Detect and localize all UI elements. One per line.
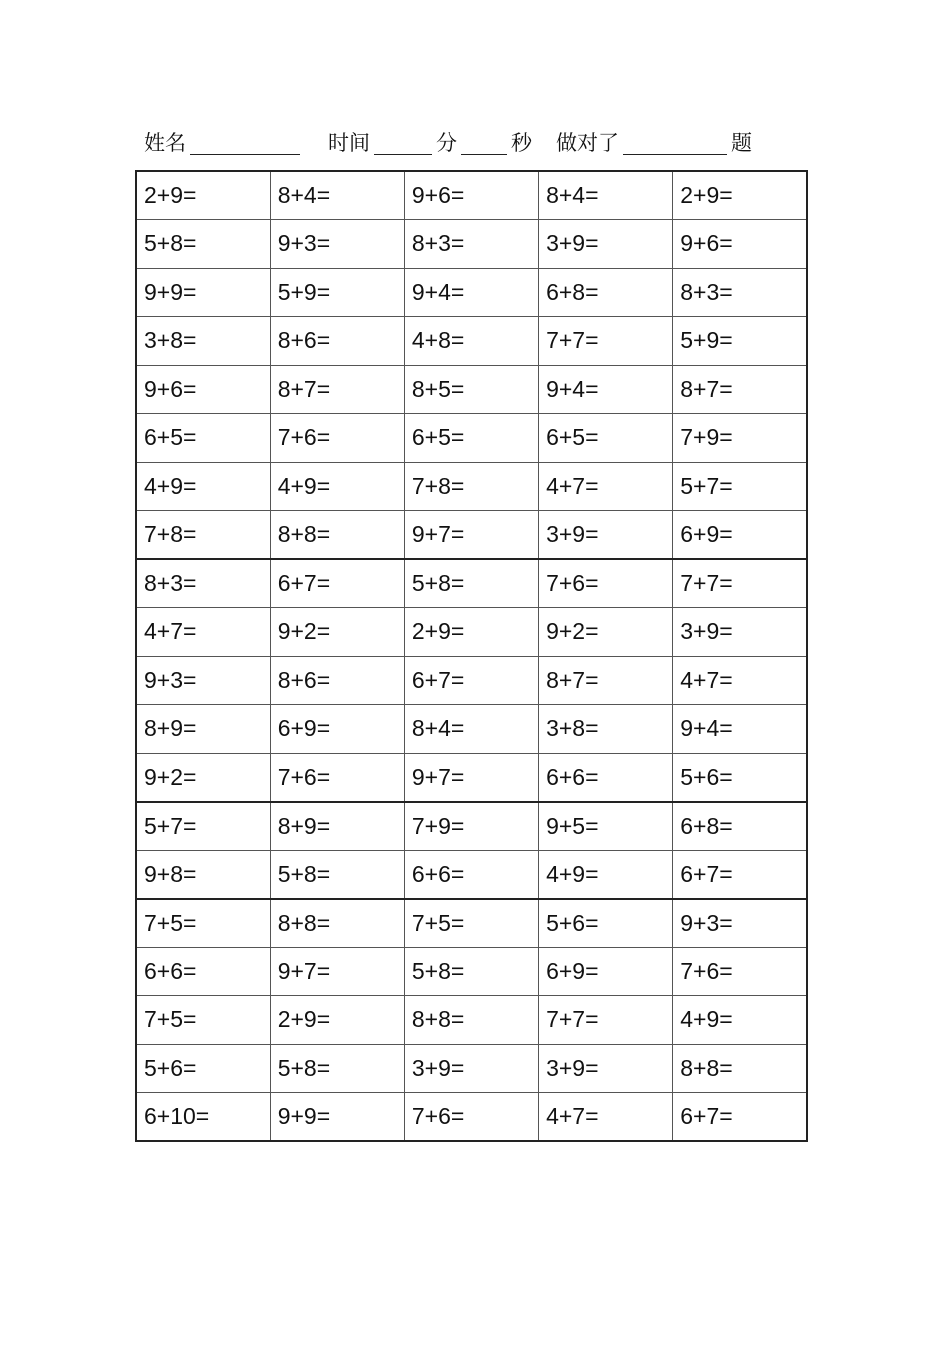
problem-cell: 4+7=: [539, 1093, 673, 1142]
problem-cell: 8+4=: [539, 171, 673, 220]
problem-cell: 4+9=: [270, 462, 404, 511]
problem-cell: 9+6=: [404, 171, 538, 220]
problem-cell: 6+7=: [673, 850, 807, 899]
problem-cell: 7+6=: [539, 559, 673, 608]
problem-row: [136, 1093, 807, 1142]
problem-cell: 5+8=: [404, 947, 538, 996]
problem-cell: 5+9=: [673, 317, 807, 366]
question-label: 题: [731, 131, 752, 155]
problem-cell: 6+5=: [136, 414, 270, 463]
problem-cell: 6+10=: [136, 1093, 270, 1142]
problem-cell: 6+8=: [539, 268, 673, 317]
problem-cell: 9+8=: [136, 850, 270, 899]
problem-cell: 4+7=: [539, 462, 673, 511]
problem-cell: 2+9=: [136, 171, 270, 220]
problem-cell: 5+8=: [270, 850, 404, 899]
problem-cell: 7+5=: [136, 996, 270, 1045]
problem-row: [136, 608, 807, 657]
problem-cell: 6+5=: [404, 414, 538, 463]
problem-row: [136, 656, 807, 705]
problem-cell: 9+3=: [136, 656, 270, 705]
problem-cell: 6+8=: [673, 802, 807, 851]
problem-cell: 7+6=: [270, 753, 404, 802]
problem-cell: 4+7=: [136, 608, 270, 657]
problem-cell: 5+6=: [136, 1044, 270, 1093]
problem-cell: 7+6=: [270, 414, 404, 463]
minutes-blank[interactable]: [374, 130, 432, 155]
correct-count-blank[interactable]: [623, 130, 727, 155]
problem-cell: 5+7=: [136, 802, 270, 851]
problem-row: [136, 414, 807, 463]
problem-cell: 8+7=: [673, 365, 807, 414]
name-blank[interactable]: [190, 130, 300, 155]
problem-cell: 8+9=: [270, 802, 404, 851]
problem-cell: 5+9=: [270, 268, 404, 317]
problem-grid: [135, 170, 808, 1142]
problem-row: [136, 947, 807, 996]
problem-cell: 6+7=: [673, 1093, 807, 1142]
problem-cell: 7+5=: [404, 899, 538, 948]
problem-cell: 9+2=: [539, 608, 673, 657]
problem-cell: 9+4=: [404, 268, 538, 317]
problem-cell: 7+8=: [136, 511, 270, 560]
problem-cell: 9+4=: [539, 365, 673, 414]
problem-cell: 8+7=: [270, 365, 404, 414]
problem-cell: 3+9=: [539, 511, 673, 560]
worksheet-header: [144, 126, 752, 158]
problem-cell: 9+7=: [404, 511, 538, 560]
problem-cell: 9+9=: [136, 268, 270, 317]
problem-row: [136, 1044, 807, 1093]
problem-cell: 9+9=: [270, 1093, 404, 1142]
problem-cell: 5+6=: [673, 753, 807, 802]
problem-cell: 8+5=: [404, 365, 538, 414]
problem-cell: 4+8=: [404, 317, 538, 366]
time-label: 时间: [328, 131, 370, 155]
problem-cell: 3+9=: [539, 220, 673, 269]
problem-row: [136, 462, 807, 511]
minute-label: 分: [436, 131, 457, 155]
problem-cell: 8+7=: [539, 656, 673, 705]
problem-cell: 9+2=: [270, 608, 404, 657]
problem-cell: 7+7=: [539, 996, 673, 1045]
problem-row: [136, 899, 807, 948]
problem-cell: 8+4=: [270, 171, 404, 220]
problem-cell: 9+6=: [673, 220, 807, 269]
second-label: 秒: [511, 131, 532, 155]
problem-cell: 8+8=: [673, 1044, 807, 1093]
problem-cell: 8+6=: [270, 656, 404, 705]
problem-row: [136, 365, 807, 414]
problem-cell: 7+6=: [404, 1093, 538, 1142]
problem-cell: 9+4=: [673, 705, 807, 754]
problem-cell: 8+3=: [136, 559, 270, 608]
problem-row: [136, 705, 807, 754]
problem-cell: 6+9=: [539, 947, 673, 996]
problem-cell: 7+7=: [673, 559, 807, 608]
problem-cell: 8+3=: [404, 220, 538, 269]
problem-cell: 2+9=: [270, 996, 404, 1045]
seconds-blank[interactable]: [461, 130, 507, 155]
problem-cell: 3+9=: [404, 1044, 538, 1093]
problem-cell: 8+9=: [136, 705, 270, 754]
problem-cell: 7+8=: [404, 462, 538, 511]
problem-cell: 6+7=: [270, 559, 404, 608]
problem-cell: 5+8=: [270, 1044, 404, 1093]
problem-cell: 5+8=: [404, 559, 538, 608]
problem-cell: 3+9=: [539, 1044, 673, 1093]
problem-cell: 8+6=: [270, 317, 404, 366]
problem-cell: 9+2=: [136, 753, 270, 802]
problem-row: [136, 511, 807, 560]
problem-cell: 7+9=: [673, 414, 807, 463]
problem-cell: 7+5=: [136, 899, 270, 948]
correct-label: 做对了: [556, 131, 619, 155]
problem-cell: 8+3=: [673, 268, 807, 317]
problem-row: [136, 171, 807, 220]
problem-cell: 8+8=: [404, 996, 538, 1045]
problem-cell: 4+9=: [673, 996, 807, 1045]
problem-row: [136, 559, 807, 608]
problem-cell: 3+8=: [136, 317, 270, 366]
problem-cell: 6+9=: [673, 511, 807, 560]
name-label: 姓名: [144, 131, 186, 155]
problem-row: [136, 850, 807, 899]
problem-cell: 4+7=: [673, 656, 807, 705]
problem-row: [136, 802, 807, 851]
problem-cell: 9+7=: [404, 753, 538, 802]
problem-cell: 9+6=: [136, 365, 270, 414]
problem-cell: 8+4=: [404, 705, 538, 754]
problem-cell: 6+6=: [539, 753, 673, 802]
problem-cell: 6+6=: [136, 947, 270, 996]
problem-cell: 6+5=: [539, 414, 673, 463]
problem-cell: 6+6=: [404, 850, 538, 899]
problem-cell: 4+9=: [136, 462, 270, 511]
problem-cell: 7+7=: [539, 317, 673, 366]
problem-cell: 9+3=: [270, 220, 404, 269]
problem-cell: 6+7=: [404, 656, 538, 705]
problem-row: [136, 268, 807, 317]
problem-cell: 5+6=: [539, 899, 673, 948]
problem-cell: 5+8=: [136, 220, 270, 269]
problem-cell: 8+8=: [270, 511, 404, 560]
problem-cell: 2+9=: [673, 171, 807, 220]
problem-row: [136, 753, 807, 802]
problem-cell: 3+9=: [673, 608, 807, 657]
problem-row: [136, 996, 807, 1045]
problem-row: [136, 220, 807, 269]
problem-cell: 7+6=: [673, 947, 807, 996]
problem-cell: 9+7=: [270, 947, 404, 996]
problem-cell: 9+5=: [539, 802, 673, 851]
problem-row: [136, 317, 807, 366]
problem-cell: 4+9=: [539, 850, 673, 899]
problem-cell: 9+3=: [673, 899, 807, 948]
problem-cell: 3+8=: [539, 705, 673, 754]
problem-cell: 6+9=: [270, 705, 404, 754]
problem-cell: 5+7=: [673, 462, 807, 511]
problem-cell: 8+8=: [270, 899, 404, 948]
problem-cell: 2+9=: [404, 608, 538, 657]
problem-cell: 7+9=: [404, 802, 538, 851]
